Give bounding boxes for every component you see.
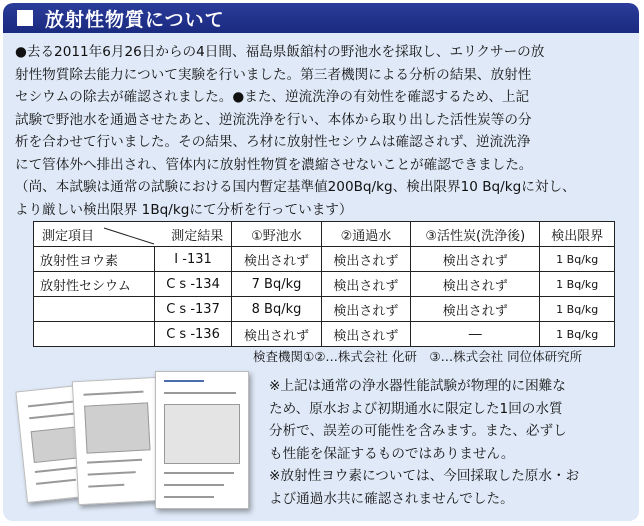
note-line: ため、原水および初期通水に限定した1回の水質 bbox=[269, 400, 563, 417]
intro-text bbox=[15, 41, 627, 221]
row-value-3: 検出されず bbox=[411, 247, 540, 272]
row-value-2: 検出されず bbox=[321, 297, 410, 322]
row-value-2: 検出されず bbox=[321, 322, 410, 347]
intro-line: 試験で野池水を通過させたあと、逆流洗浄を行い、本体から取り出した活性炭等の分 bbox=[15, 111, 532, 128]
report-document bbox=[72, 377, 164, 505]
row-limit: 1 Bq/kg bbox=[540, 247, 615, 272]
header-col4: 検出限界 bbox=[540, 222, 615, 247]
section-header bbox=[3, 3, 639, 33]
header-item: 測定項目 bbox=[42, 229, 95, 244]
table-row bbox=[34, 322, 615, 347]
intro-line: にて管体外へ排出され、管体内に放射性物質を濃縮させないことが確認できました。 bbox=[15, 156, 533, 173]
intro-line: 射性物質除去能力について実験を行いました。第三者機関による分析の結果、放射性 bbox=[15, 66, 532, 83]
row-nuclide: C s -137 bbox=[154, 297, 231, 322]
row-value-2: 検出されず bbox=[321, 272, 410, 297]
intro-line: 析を合わせて行いました。その結果、ろ材に放射性セシウムは確認されず、逆流洗浄 bbox=[15, 134, 531, 150]
testing-agency-note: 検査機関①②…株式会社 化研 ③…株式会社 同位体研究所 bbox=[253, 349, 583, 364]
report-documents-image bbox=[17, 365, 257, 515]
header-item-result bbox=[34, 222, 232, 247]
header-col1: ①野池水 bbox=[232, 222, 321, 247]
row-value-1: 7 Bq/kg bbox=[232, 272, 321, 297]
table-row bbox=[34, 297, 615, 322]
note-line: も性能を保証するものではありません。 bbox=[269, 445, 515, 462]
row-limit: 1 Bq/kg bbox=[540, 297, 615, 322]
table-header-row bbox=[34, 222, 615, 247]
intro-line: セシウムの除去が確認されました。●また、逆流洗浄の有効性を確認するため、上記 bbox=[15, 89, 530, 105]
square-bullet-icon bbox=[17, 10, 33, 26]
table-row bbox=[34, 247, 615, 272]
row-nuclide: I -131 bbox=[154, 247, 231, 272]
intro-line: ●去る2011年6月26日からの4日間、福島県飯舘村の野池水を採取し、エリクサーの放 bbox=[15, 44, 545, 60]
content-panel bbox=[3, 3, 639, 521]
results-table bbox=[33, 221, 615, 347]
row-value-1: 検出されず bbox=[232, 322, 321, 347]
disclaimer-notes bbox=[269, 375, 629, 510]
row-item bbox=[34, 297, 155, 322]
row-limit: 1 Bq/kg bbox=[540, 272, 615, 297]
row-value-1: 8 Bq/kg bbox=[232, 297, 321, 322]
header-col2: ②通過水 bbox=[321, 222, 410, 247]
row-nuclide: C s -136 bbox=[154, 322, 231, 347]
header-result: 測定結果 bbox=[171, 229, 224, 244]
note-line: 分析で、誤差の可能性を含みます。また、必ずし bbox=[269, 423, 567, 439]
intro-line: より厳しい検出限界 1Bq/kgにて分析を行っています） bbox=[15, 201, 353, 218]
note-line: ※上記は通常の浄水器性能試験が物理的に困難な bbox=[269, 378, 566, 394]
section-title: 放射性物質について bbox=[45, 8, 225, 31]
row-item: 放射性セシウム bbox=[34, 272, 155, 297]
row-nuclide: C s -134 bbox=[154, 272, 231, 297]
row-value-3: 検出されず bbox=[411, 272, 540, 297]
row-value-3: ― bbox=[411, 322, 540, 347]
header-col3: ③活性炭(洗浄後) bbox=[411, 222, 540, 247]
table-row bbox=[34, 272, 615, 297]
row-value-3: 検出されず bbox=[411, 297, 540, 322]
row-value-2: 検出されず bbox=[321, 247, 410, 272]
row-item bbox=[34, 322, 155, 347]
report-document bbox=[155, 371, 249, 509]
intro-line: （尚、本試験は通常の試験における国内暫定基準値200Bq/kg、検出限界10 Bq/kgに対し、 bbox=[15, 179, 576, 195]
note-line: ※放射性ヨウ素については、今回採取した原水・お bbox=[269, 468, 580, 484]
row-limit: 1 Bq/kg bbox=[540, 322, 615, 347]
row-value-1: 検出されず bbox=[232, 247, 321, 272]
note-line: よび通過水共に確認されませんでした。 bbox=[269, 490, 514, 507]
row-item: 放射性ヨウ素 bbox=[34, 247, 155, 272]
